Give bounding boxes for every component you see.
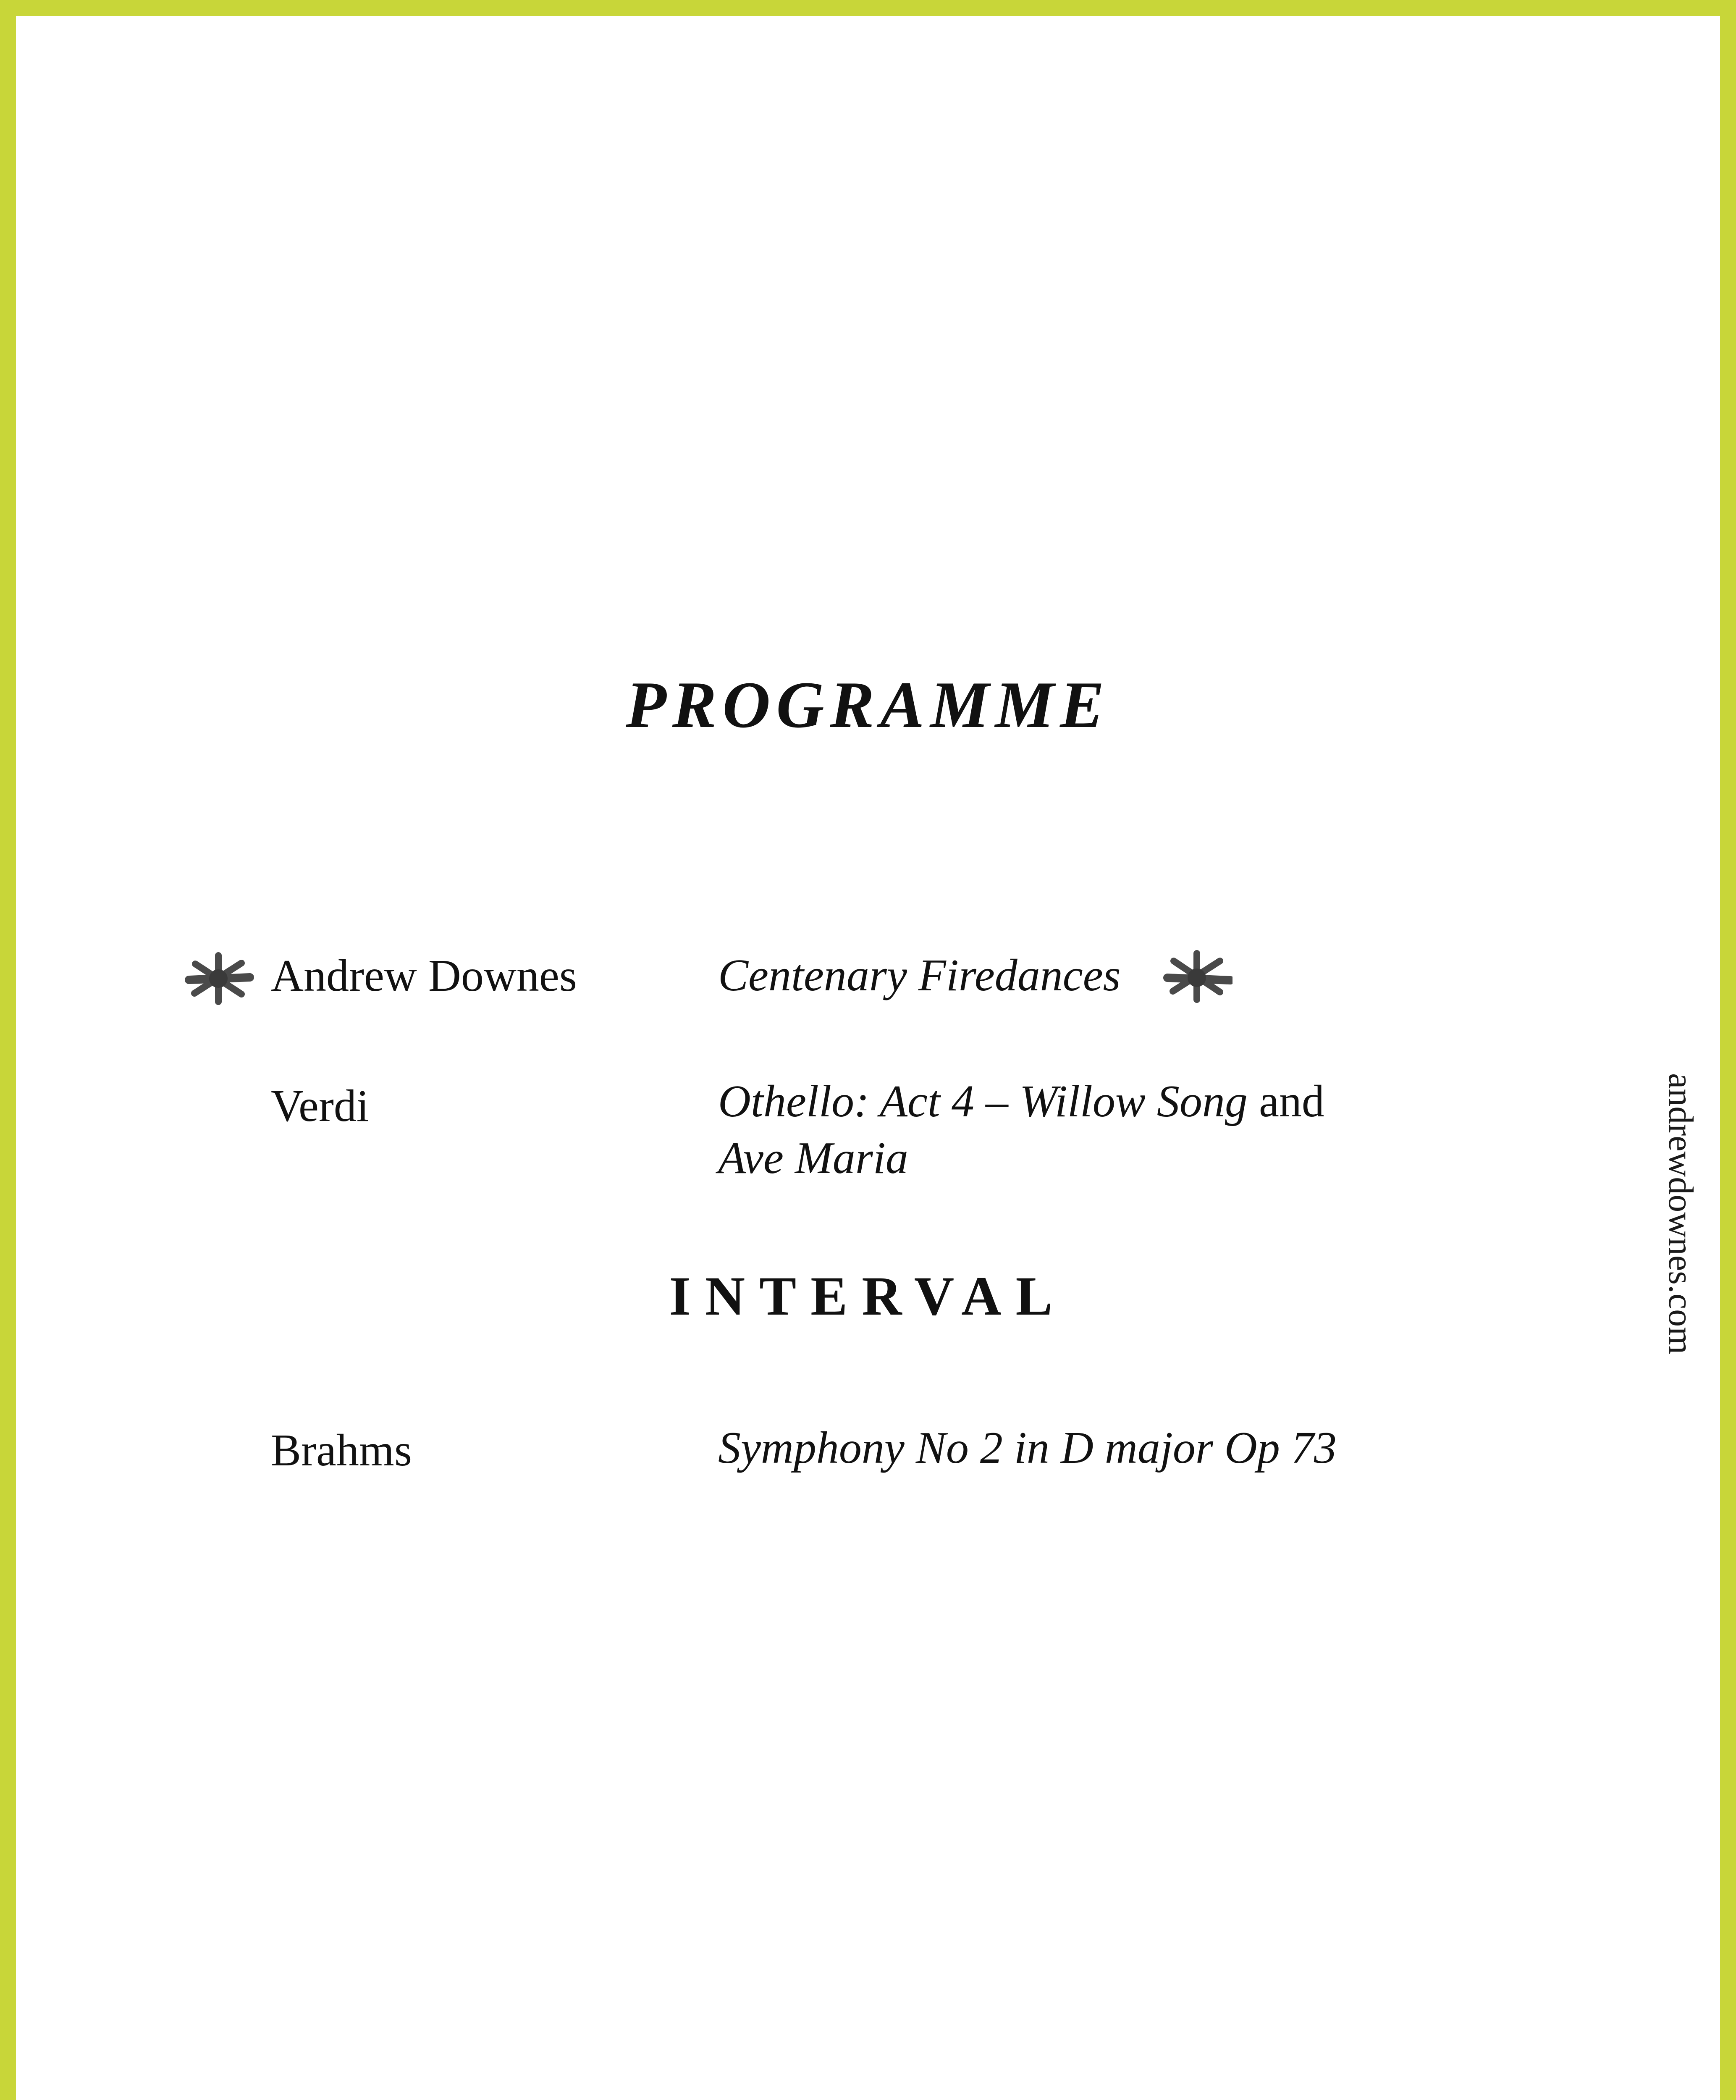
work-title-conjunction: and <box>1259 1076 1324 1126</box>
page-title: PROGRAMME <box>626 668 1110 742</box>
work-title-line <box>718 1073 1324 1130</box>
website-url: andrewdownes.com <box>1661 1073 1700 1354</box>
work-title-text: Symphony No 2 in D major Op 73 <box>718 1423 1337 1473</box>
asterisk-icon <box>183 947 254 1010</box>
work-title-text: Othello: Act 4 – Willow Song <box>718 1076 1248 1126</box>
work-title <box>718 947 1121 1004</box>
interval-heading: INTERVAL <box>669 1265 1067 1327</box>
work-title-text: Centenary Firedances <box>718 950 1121 1000</box>
composer-name: Brahms <box>271 1425 412 1475</box>
work-title <box>718 1073 1324 1186</box>
work-title <box>718 1420 1337 1476</box>
work-title-text: Ave Maria <box>718 1133 908 1183</box>
composer-name: Verdi <box>271 1081 369 1131</box>
asterisk-icon <box>1161 945 1233 1008</box>
work-title-line <box>718 1130 1324 1186</box>
composer-name: Andrew Downes <box>271 951 577 1001</box>
